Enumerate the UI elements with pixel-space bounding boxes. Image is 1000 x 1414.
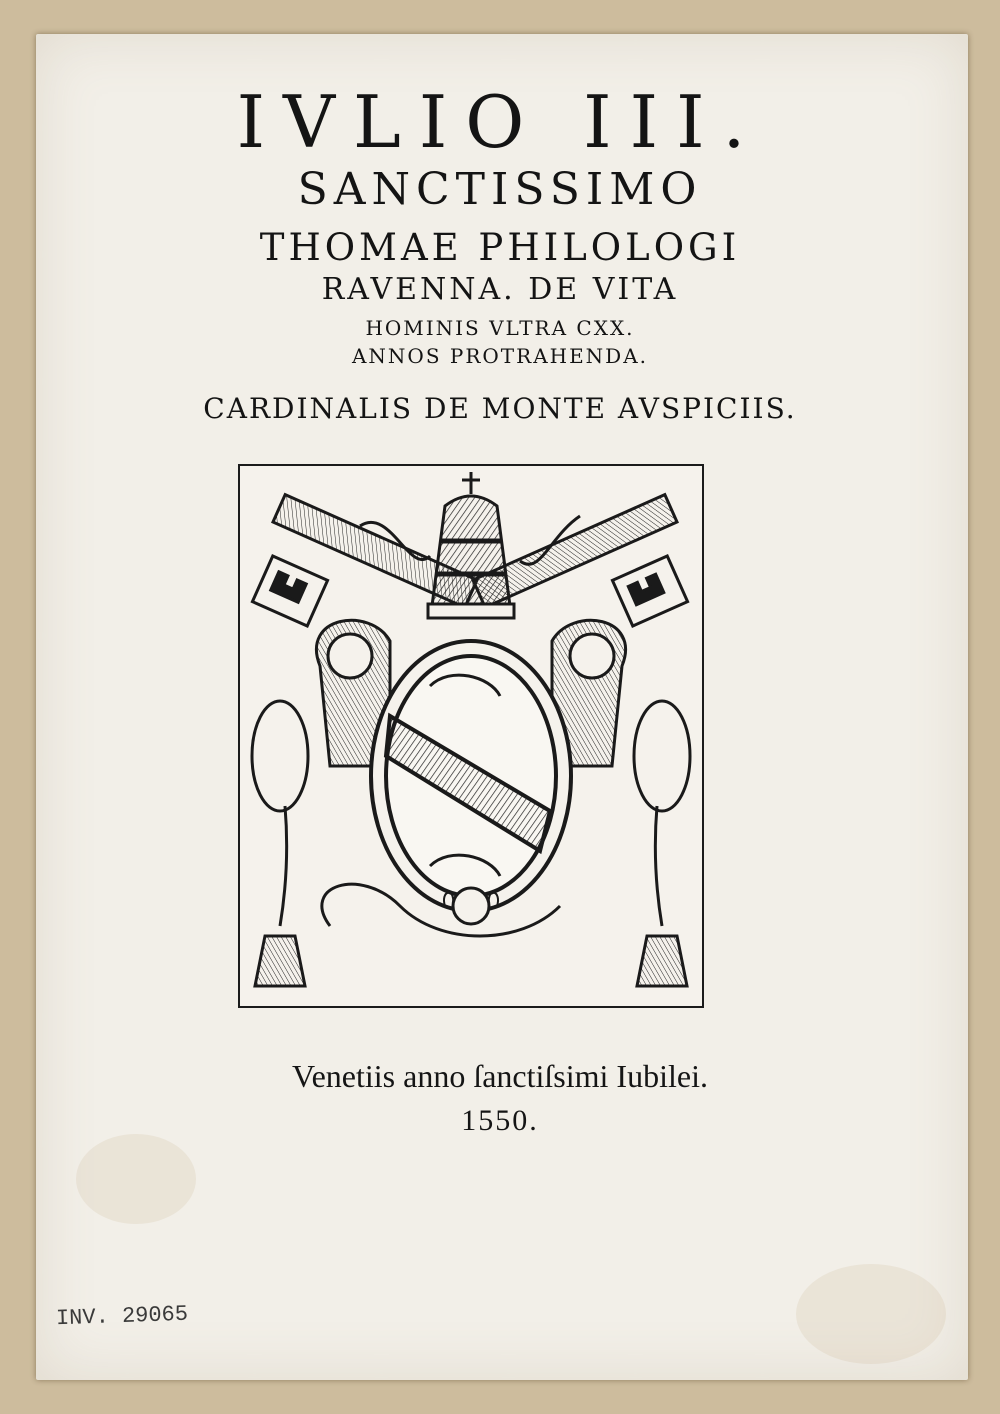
title-line-7: CARDINALIS DE MONTE AVSPICIIS.	[203, 392, 797, 425]
papal-tiara	[428, 472, 514, 618]
paper-stain	[76, 1134, 196, 1224]
imprint-line: Venetiis anno ſanctiſsimi Iubilei.	[292, 1058, 708, 1094]
title-line-6: ANNOS PROTRAHENDA.	[351, 344, 649, 368]
title-line-5: HOMINIS VLTRA CXX.	[365, 316, 635, 340]
title-line-3: THOMAE PHILOLOGI	[259, 226, 741, 269]
inventory-number: INV. 29065	[55, 1301, 189, 1332]
title-line-4: RAVENNA. DE VITA	[321, 272, 679, 307]
papal-coat-of-arms-woodcut	[238, 464, 704, 1008]
oval-shield	[371, 641, 571, 911]
title-line-2: SANCTISSIMO	[297, 164, 703, 215]
title-line-1: IVLIO III.	[236, 80, 764, 164]
coat-of-arms-illustration	[240, 466, 702, 1006]
imprint-year: 1550.	[461, 1104, 539, 1137]
paper-stain	[796, 1264, 946, 1364]
